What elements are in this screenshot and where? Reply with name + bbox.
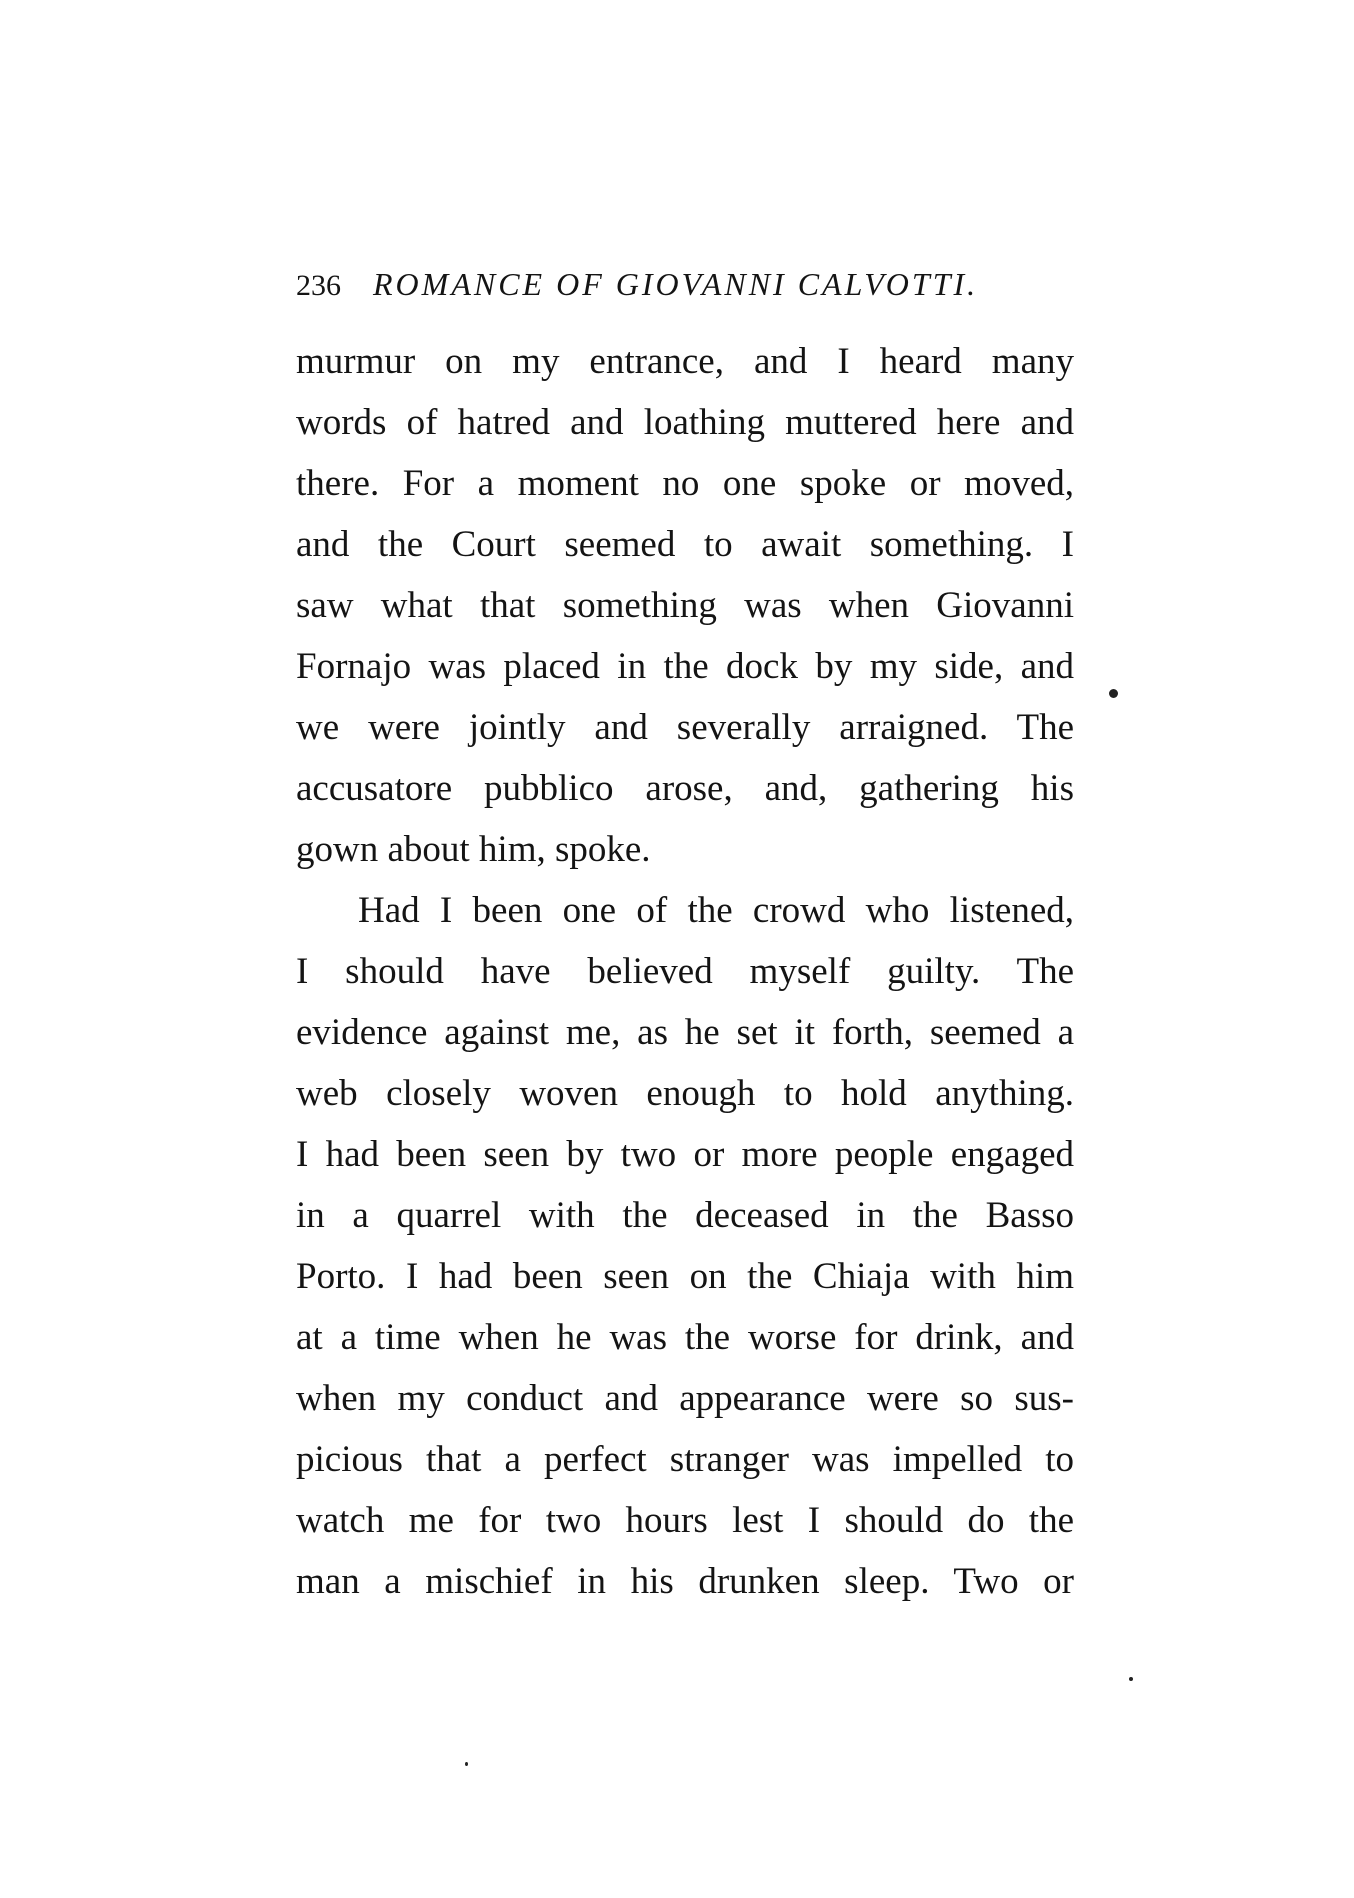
text-line: Porto. I had been seen on the Chiaja with him	[296, 1256, 1074, 1297]
text-line: gown about him, spoke.	[296, 829, 651, 870]
text-line: we were jointly and severally arraigned. The	[296, 707, 1074, 748]
text-line: watch me for two hours lest I should do the	[296, 1500, 1074, 1541]
page-number: 236	[296, 269, 341, 302]
text-line: I had been seen by two or more people engaged	[296, 1134, 1074, 1175]
paragraph-2	[296, 880, 1074, 1612]
text-line: murmur on my entrance, and I heard many	[296, 341, 1074, 382]
body-text	[296, 331, 1074, 1612]
ink-speck	[1109, 689, 1118, 698]
text-line: I should have believed myself guilty. The	[296, 951, 1074, 992]
running-head	[296, 262, 1076, 306]
text-line: web closely woven enough to hold anything.	[296, 1073, 1074, 1114]
text-line: Had I been one of the crowd who listened,	[358, 890, 1074, 931]
ink-speck	[1129, 1677, 1133, 1681]
text-line: accusatore pubblico arose, and, gathering his	[296, 768, 1074, 809]
text-line: and the Court seemed to await something. I	[296, 524, 1074, 565]
text-line: when my conduct and appearance were so sus-	[296, 1378, 1074, 1419]
text-line: man a mischief in his drunken sleep. Two or	[296, 1561, 1074, 1602]
text-line: picious that a perfect stranger was impelled to	[296, 1439, 1074, 1480]
text-line: in a quarrel with the deceased in the Basso	[296, 1195, 1074, 1236]
paragraph-1	[296, 331, 1074, 880]
running-title: ROMANCE OF GIOVANNI CALVOTTI.	[373, 266, 979, 302]
text-line: at a time when he was the worse for drink, and	[296, 1317, 1074, 1358]
text-line: there. For a moment no one spoke or moved,	[296, 463, 1074, 504]
text-line: evidence against me, as he set it forth, seemed a	[296, 1012, 1074, 1053]
ink-speck	[465, 1762, 468, 1766]
text-line: saw what that something was when Giovanni	[296, 585, 1074, 626]
text-line: words of hatred and loathing muttered here and	[296, 402, 1074, 443]
text-line: Fornajo was placed in the dock by my side, and	[296, 646, 1074, 687]
